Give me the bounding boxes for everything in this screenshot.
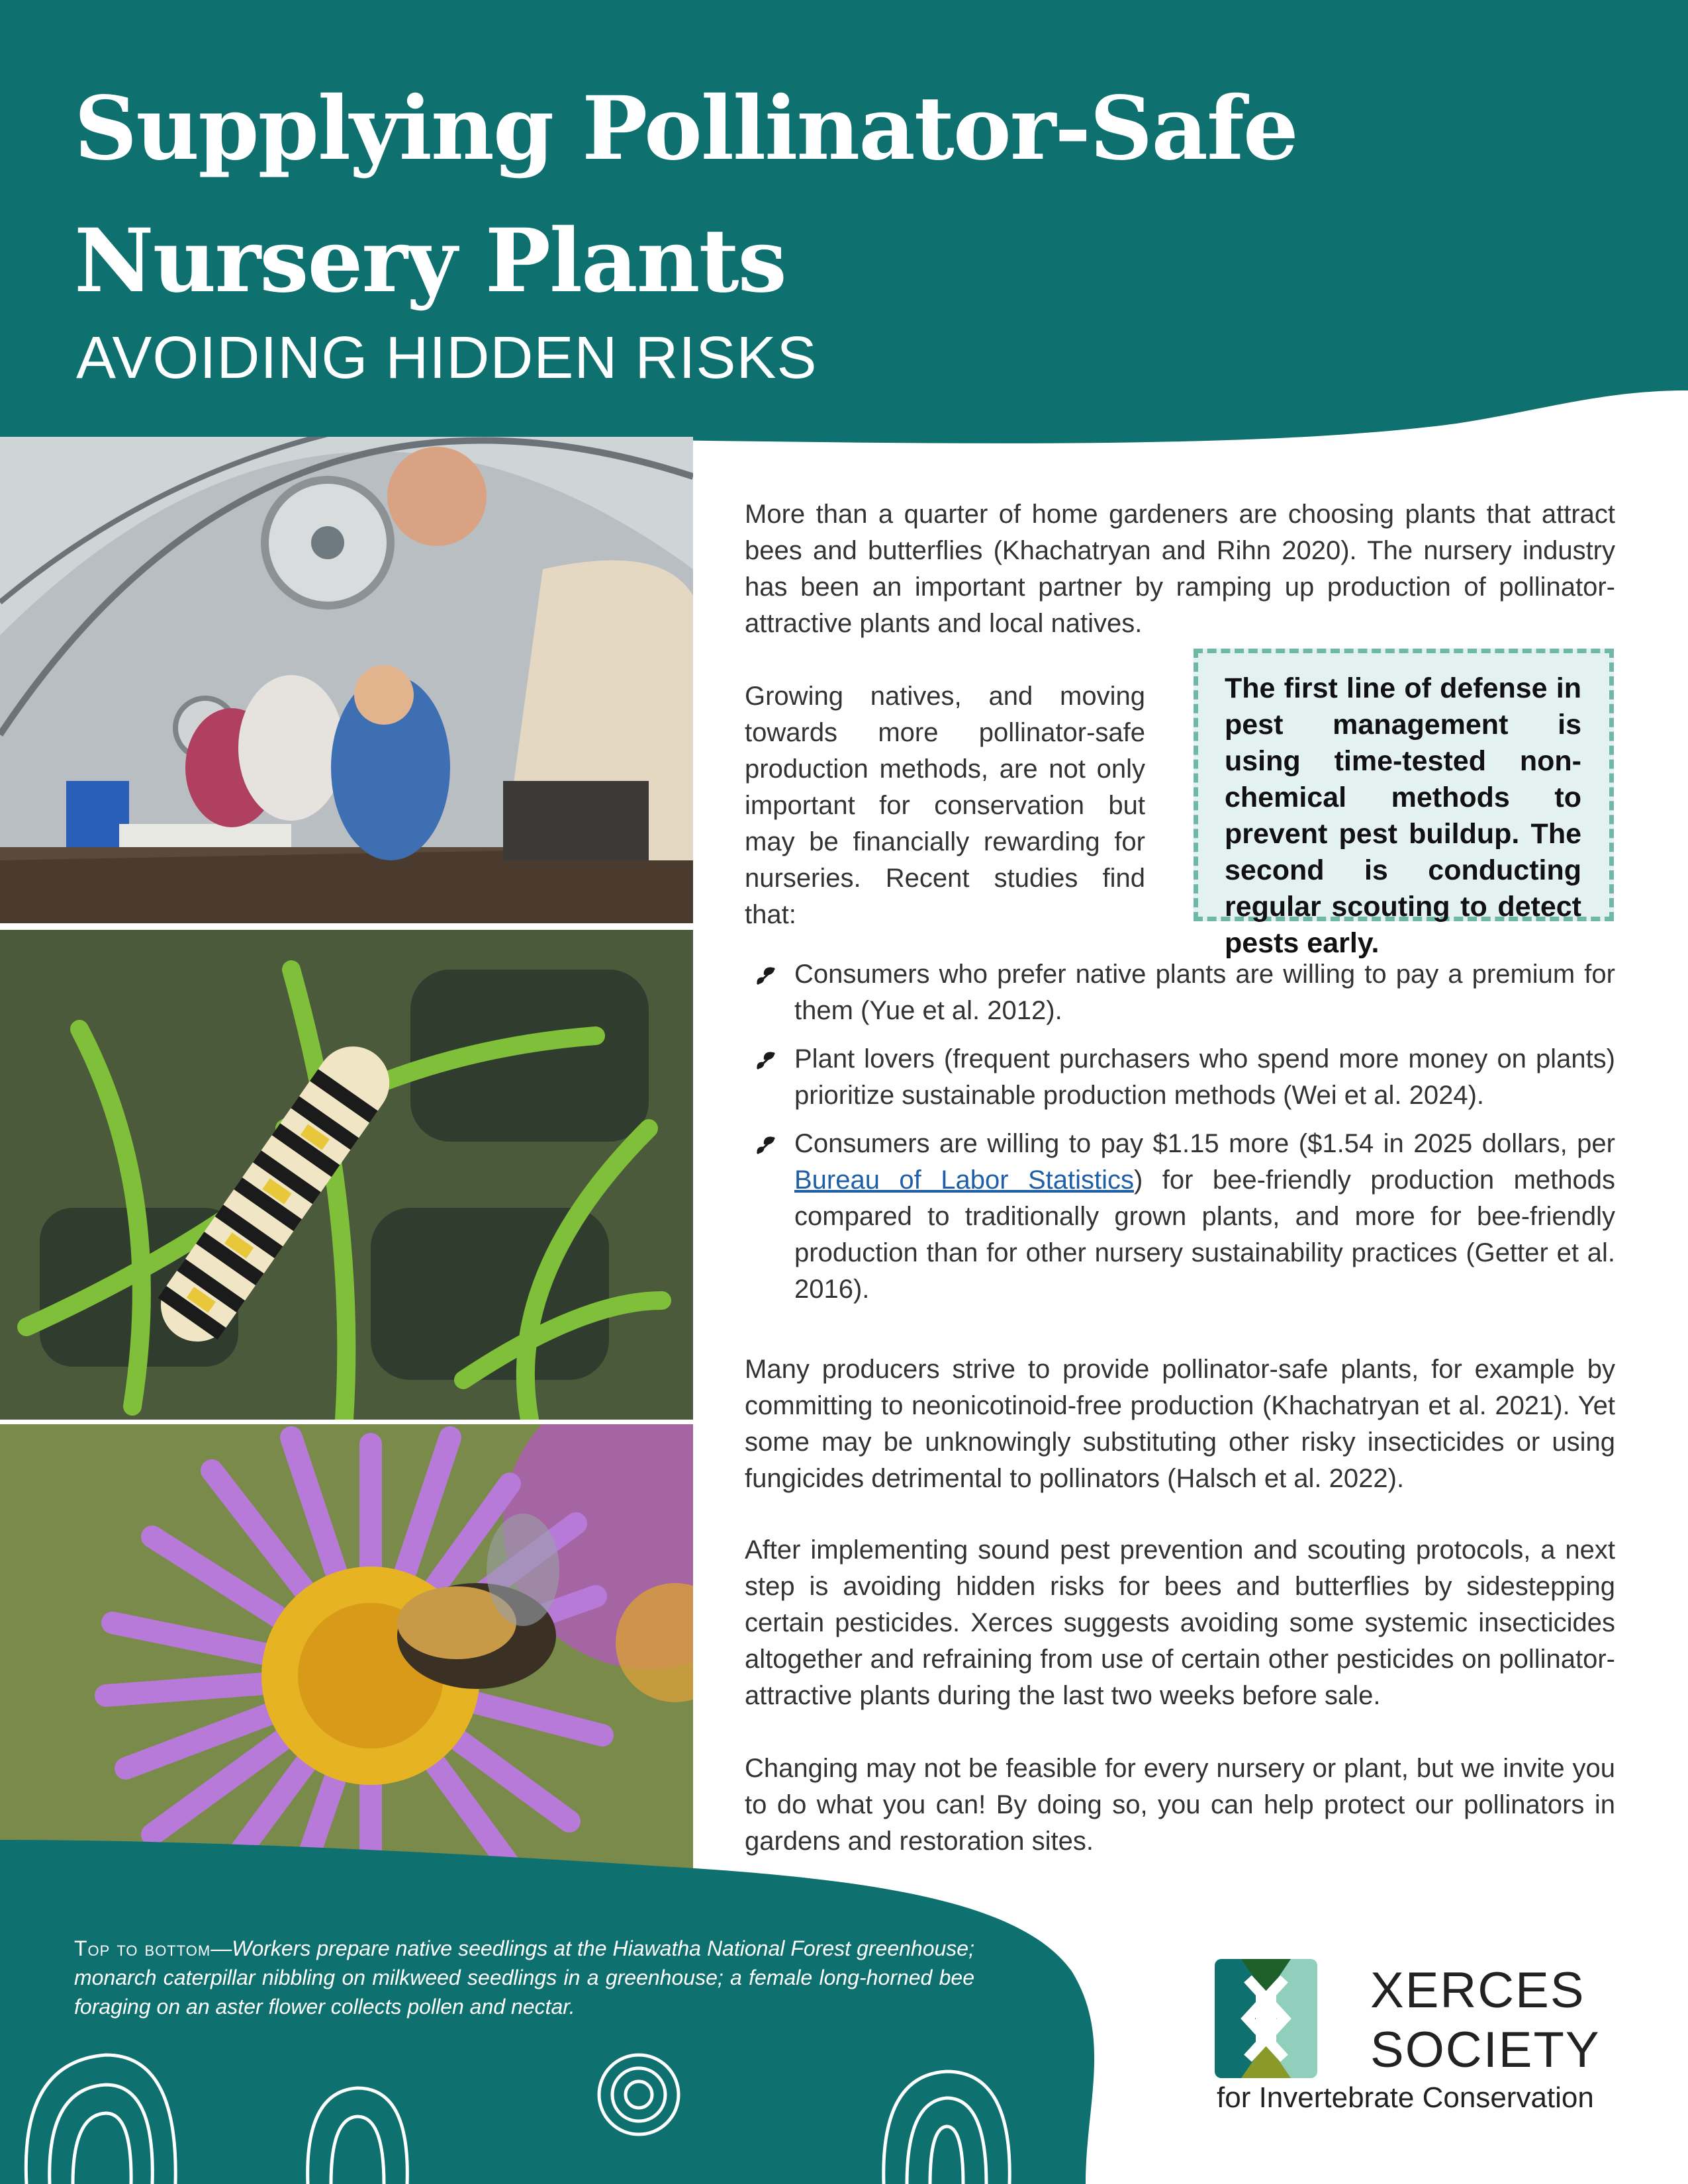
leaf-bullet-icon bbox=[755, 964, 780, 987]
photo-caption bbox=[74, 1934, 974, 2021]
bls-link[interactable]: Bureau of Labor Statistics bbox=[794, 1165, 1135, 1195]
list-item-text-before: Consumers are willing to pay $1.15 more ($1.54 in 2025 dollars, per bbox=[794, 1129, 1615, 1158]
next-step-paragraph: After implementing sound pest prevention and scouting protocols, a next step is avoiding hidden risks for bees and butterflies by sidestepping certain pesticides. Xerces suggests avoiding some systemic insecticides altogether and refraining from use of certain other pesticides on pollinator-attractive plants during the last two weeks before sale. bbox=[745, 1535, 1615, 1710]
caption-lead: Top to bottom bbox=[74, 1936, 211, 1960]
swirl-decoration-icon bbox=[592, 2048, 685, 2141]
photo-divider bbox=[0, 923, 693, 930]
intro-paragraph: More than a quarter of home gardeners are choosing plants that attract bees and butterflies (Khachatryan and Rihn 2020). The nursery industry has been an important partner by ramping up production of pollinator-attractive plants and local natives. bbox=[745, 500, 1615, 638]
swirl-decoration-icon bbox=[13, 2035, 185, 2184]
leaf-bullet-icon bbox=[755, 1134, 780, 1156]
swirl-decoration-icon bbox=[301, 2078, 414, 2184]
list-item bbox=[755, 1041, 1615, 1114]
list-item-text bbox=[794, 1129, 1615, 1304]
pest-management-callout: The first line of defense in pest management is using time-tested non-chemical methods to prevent pest buildup. The second is conducting regular scouting to detect pests early. bbox=[1194, 649, 1614, 921]
page-title: Supplying Pollinator-Safe Nursery Plants bbox=[74, 77, 1297, 312]
findings-list bbox=[755, 956, 1615, 1320]
invitation-paragraph: Changing may not be feasible for every nursery or plant, but we invite you to do what you can! By doing so, you can help protect our pollinators in gardens and restoration sites. bbox=[745, 1754, 1615, 1856]
list-item-text: Plant lovers (frequent purchasers who spend more money on plants) prioritize sustainable production methods (Wei et al. 2024). bbox=[794, 1044, 1615, 1110]
logo-text-society: SOCIETY bbox=[1370, 2022, 1601, 2078]
bee-on-aster-photo bbox=[0, 1424, 693, 1906]
list-item bbox=[755, 956, 1615, 1029]
natives-paragraph: Growing natives, and moving towards more pollinator-safe production methods, are not only important for conservation but may be financially rewarding for nurseries. Recent studies find that: bbox=[745, 682, 1145, 929]
leaf-bullet-icon bbox=[755, 1049, 780, 1071]
page-subtitle: AVOIDING HIDDEN RISKS bbox=[76, 325, 818, 391]
list-item-text: Consumers who prefer native plants are willing to pay a premium for them (Yue et al. 2012). bbox=[794, 960, 1615, 1025]
logo-text-xerces: XERCES bbox=[1370, 1962, 1585, 2019]
producers-paragraph: Many producers strive to provide pollinator-safe plants, for example by committing to neonicotinoid-free production (Khachatryan et al. 2021). Yet some may be unknowingly substituting other risky insecticides or using fungicides detrimental to pollinators (Halsch et al. 2022). bbox=[745, 1355, 1615, 1493]
monarch-caterpillar-photo bbox=[0, 930, 693, 1420]
photo-divider bbox=[0, 1420, 693, 1424]
swirl-decoration-icon bbox=[874, 2062, 1019, 2184]
xerces-logo-icon bbox=[1215, 1959, 1317, 2078]
list-item bbox=[755, 1126, 1615, 1308]
caption-text: —Workers prepare native seedlings at the Hiawatha National Forest greenhouse; monarch caterpillar nibbling on milkweed seedlings in a greenhouse; a female long-horned bee foraging on an aster flower collects pollen and nectar. bbox=[74, 1936, 974, 2019]
logo-tagline: for Invertebrate Conservation bbox=[1217, 2081, 1594, 2114]
list-item-text-after: ) for bee-friendly production methods compared to traditionally grown plants, and more for bee-friendly production than for other nursery sustainability practices (Getter et al. 2016). bbox=[794, 1165, 1615, 1304]
greenhouse-workers-photo bbox=[0, 437, 693, 923]
